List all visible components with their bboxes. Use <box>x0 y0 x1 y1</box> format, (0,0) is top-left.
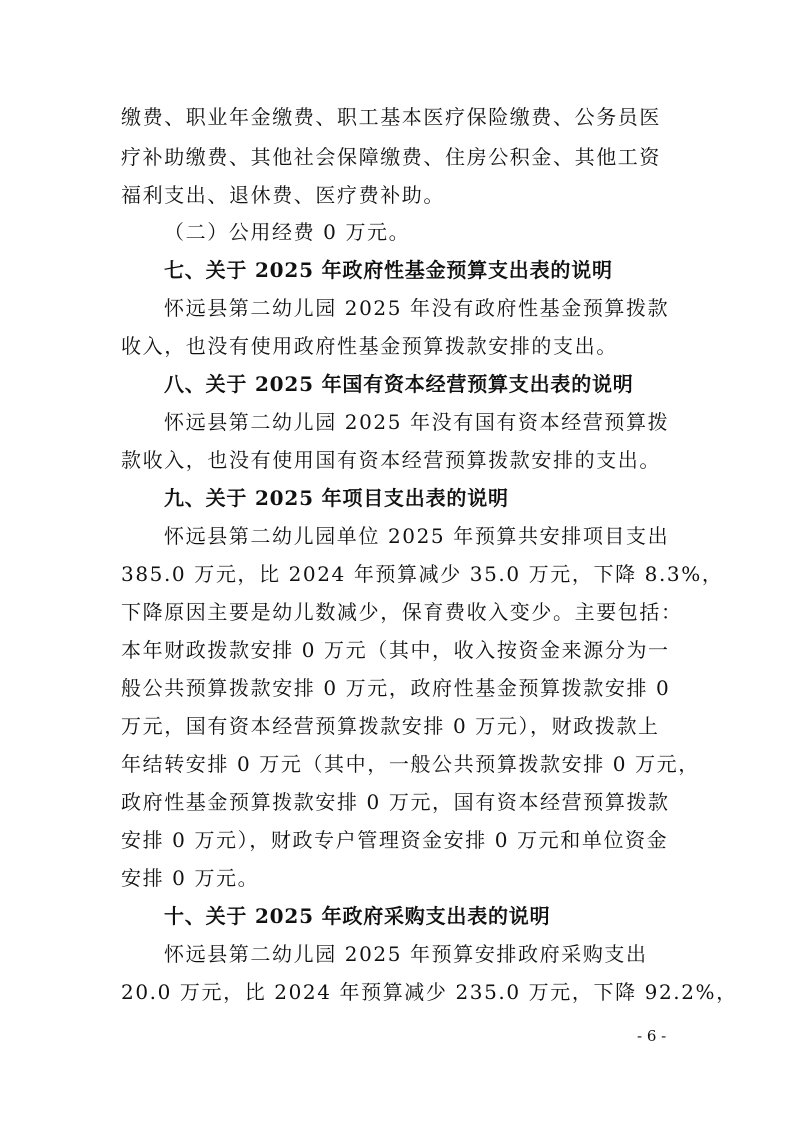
body-text-line: 缴费、职业年金缴费、职工基本医疗保险缴费、公务员医 <box>121 105 661 129</box>
body-text-line: 般公共预算拨款安排 0 万元，政府性基金预算拨款安排 0 <box>121 676 671 700</box>
body-text-line: 下降原因主要是幼儿数减少，保育费收入变少。主要包括： <box>121 600 683 624</box>
section-heading-8: 八、关于 2025 年国有资本经营预算支出表的说明 <box>164 372 634 396</box>
section-heading-7: 七、关于 2025 年政府性基金预算支出表的说明 <box>164 258 613 282</box>
body-text-line: 年结转安排 0 万元（其中，一般公共预算拨款安排 0 万元， <box>121 752 700 776</box>
body-text-line: 安排 0 万元。 <box>121 866 260 890</box>
body-text-line: 20.0 万元，比 2024 年预算减少 235.0 万元，下降 92.2%， <box>121 980 738 1004</box>
body-text-line: 怀远县第二幼儿园单位 2025 年预算共安排项目支出 <box>164 524 670 548</box>
body-text-line: 385.0 万元，比 2024 年预算减少 35.0 万元，下降 8.3%， <box>121 562 724 586</box>
section-heading-10: 十、关于 2025 年政府采购支出表的说明 <box>164 904 551 928</box>
page-number: - 6 - <box>637 1027 667 1045</box>
body-text-line: 怀远县第二幼儿园 2025 年预算安排政府采购支出 <box>164 942 648 966</box>
body-text-line: 政府性基金预算拨款安排 0 万元，国有资本经营预算拨款 <box>121 790 670 814</box>
body-text-line: 安排 0 万元），财政专户管理资金安排 0 万元和单位资金 <box>121 828 669 852</box>
body-text-line: 福利支出、退休费、医疗费补助。 <box>121 183 445 207</box>
section-heading-9: 九、关于 2025 年项目支出表的说明 <box>164 486 509 510</box>
body-text-line: （二）公用经费 0 万元。 <box>164 220 411 244</box>
body-text-line: 万元，国有资本经营预算拨款安排 0 万元），财政拨款上 <box>121 714 660 738</box>
body-text-line: 款收入，也没有使用国有资本经营预算拨款安排的支出。 <box>121 448 661 472</box>
body-text-line: 怀远县第二幼儿园 2025 年没有政府性基金预算拨款 <box>164 296 670 320</box>
body-text-line: 本年财政拨款安排 0 万元（其中，收入按资金来源分为一 <box>121 638 670 662</box>
body-text-line: 收入，也没有使用政府性基金预算拨款安排的支出。 <box>121 334 618 358</box>
body-text-line: 怀远县第二幼儿园 2025 年没有国有资本经营预算拨 <box>164 410 670 434</box>
body-text-line: 疗补助缴费、其他社会保障缴费、住房公积金、其他工资 <box>121 145 661 169</box>
